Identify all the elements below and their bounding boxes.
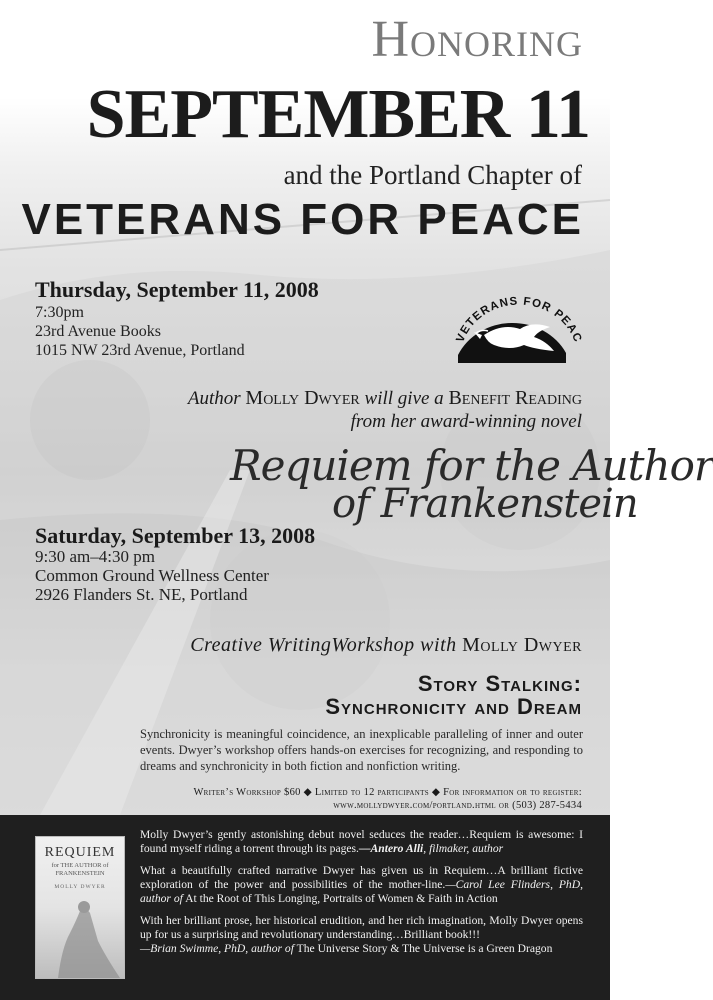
reading-author-name: Molly Dwyer	[245, 387, 360, 409]
workshop-title-line2: Synchronicity and Dream	[325, 694, 582, 719]
quote-1-role: , filmaker, author	[423, 842, 504, 855]
book-cover-subtitle-1: for THE AUTHOR of	[51, 862, 109, 869]
headline-september-11: SEPTEMBER 11	[86, 76, 590, 153]
quote-1	[140, 828, 583, 856]
veterans-for-peace-heading: VETERANS FOR PEACE	[21, 195, 584, 244]
quote-3-text: With her brilliant prose, her historical erudition, and her rich imagination, Molly Dwyer opens up for us a surprising and revolutionary understanding…Brilliant book!!!	[140, 914, 583, 941]
event1-time: 7:30pm	[35, 304, 84, 321]
event1-address: 1015 NW 23rd Avenue, Portland	[35, 342, 245, 359]
workshop-title-line1: Story Stalking:	[417, 671, 582, 696]
quote-1-text: Molly Dwyer’s gently astonishing debut novel seduces the reader…Requiem is awesome: I found myself riding a torrent through its pages.	[140, 828, 583, 855]
reading-will-give: will give a	[364, 388, 444, 409]
workshop-description: Synchronicity is meaningful coincidence, an inexplicable paralleling of inner and outer events. Dwyer’s workshop offers hands-on exercises for recognizing, and responding to dreams and synchronicity in both fiction and nonfiction writing.	[140, 727, 583, 773]
event2-venue: Common Ground Wellness Center	[35, 566, 269, 585]
quote-2-attribution: —Carol Lee Flinders, PhD, author of	[140, 878, 583, 905]
event2-time: 9:30 am–4:30 pm	[35, 547, 155, 566]
reading-benefit: Benefit Reading	[448, 387, 582, 409]
event2-date: Saturday, September 13, 2008	[35, 523, 316, 548]
quote-3-attribution: —Brian Swimme, PhD, author of	[140, 942, 294, 955]
book-cover-author: MOLLY DWYER	[54, 884, 106, 890]
book-cover	[35, 836, 125, 979]
workshop-contact-link[interactable]: www.mollydwyer.com/portland.html or (503) 287-5434	[333, 800, 582, 811]
novel-title-line1: Requiem for the Author	[230, 441, 713, 490]
quote-3	[140, 914, 583, 956]
event2-address: 2926 Flanders St. NE, Portland	[35, 585, 248, 604]
book-cover-title: REQUIEM	[44, 845, 116, 860]
honoring-heading: Honoring	[371, 11, 583, 68]
workshop-italic: Creative WritingWorkshop with	[190, 634, 457, 656]
workshop-info-line1: Writer’s Workshop $60 ◆ Limited to 12 participants ◆ For information or to register:	[193, 787, 582, 798]
event2-details	[35, 547, 269, 604]
workshop-author-name: Molly Dwyer	[462, 634, 582, 656]
quote-2-text: What a beautifully crafted narrative Dwyer has given us in Requiem…A brilliant fictive exploration of the power and possibilities of the mother-line.	[140, 864, 583, 891]
quote-1-attribution: —Antero Alli	[358, 842, 424, 855]
veterans-for-peace-logo	[454, 285, 584, 365]
book-cover-subtitle-2: FRANKENSTEIN	[55, 870, 105, 877]
quote-2	[140, 864, 583, 906]
portland-chapter-line: and the Portland Chapter of	[283, 160, 582, 190]
novel-title-line2: of Frankenstein	[332, 481, 638, 527]
quote-2-works: At the Root of This Longing, Portraits of Women & Faith in Action	[182, 892, 498, 905]
logo-text: VETERANS FOR PEAC	[454, 295, 584, 345]
reading-author-word: Author	[187, 388, 241, 409]
reading-announcement-line1	[188, 388, 582, 408]
quotes-list	[140, 828, 583, 964]
reading-announcement-line2: from her award-winning novel	[350, 411, 582, 432]
quote-3-works: The Universe Story & The Universe is a Green Dragon	[293, 942, 553, 955]
reviews-panel	[0, 815, 610, 1000]
event1-venue: 23rd Avenue Books	[35, 323, 161, 340]
event1-details	[35, 303, 245, 360]
event1-date: Thursday, September 11, 2008	[35, 277, 319, 302]
workshop-heading	[190, 635, 582, 655]
book-cover-figure	[36, 837, 124, 978]
